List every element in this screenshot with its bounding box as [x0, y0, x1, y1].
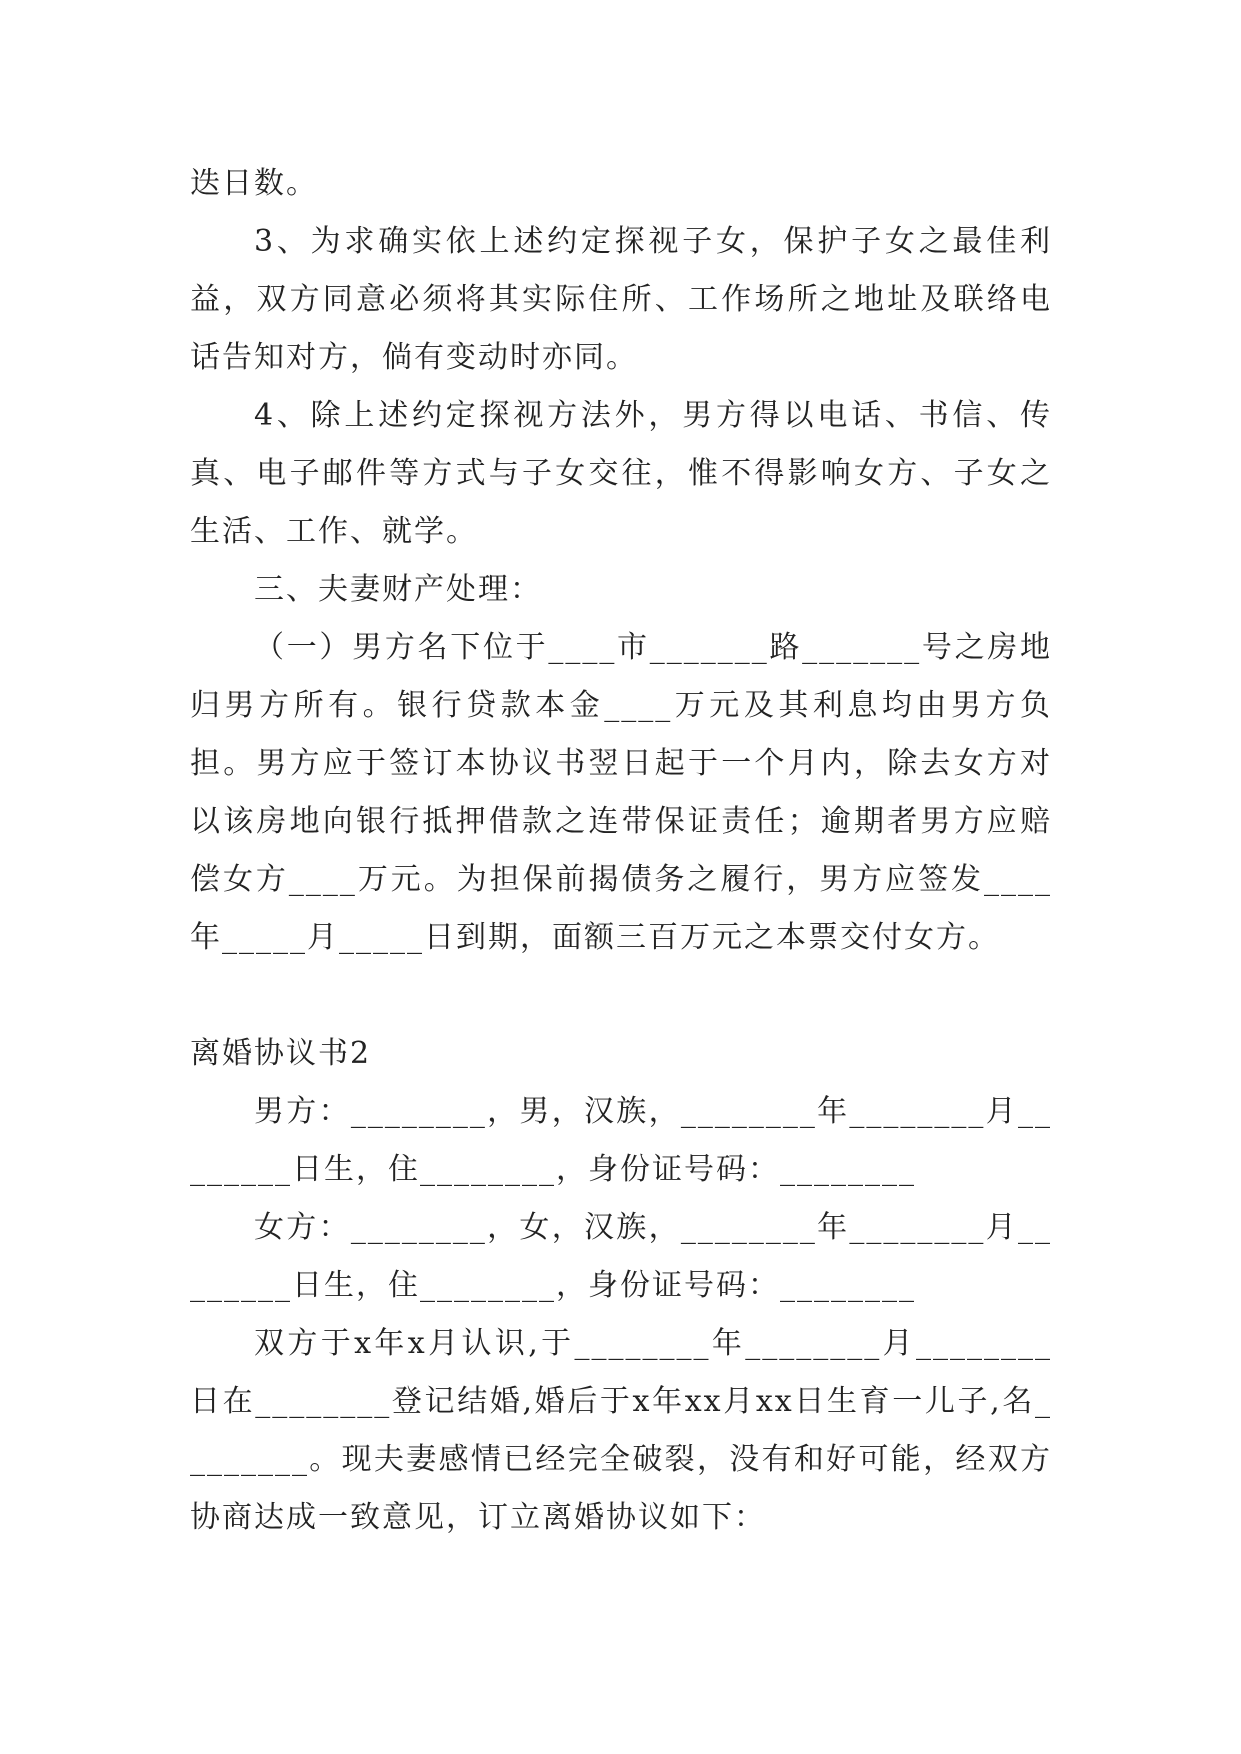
document-body: [190, 155, 1052, 1547]
paragraph-section-3-heading: 三、夫妻财产处理：: [254, 572, 542, 607]
paragraph-continuation: 迭日数。: [190, 166, 318, 201]
paragraph-female-party: 女方：________，女，汉族，________年________月________日生，住________，身份证号码：________: [190, 1210, 1052, 1303]
paragraph-marriage-background: 双方于x年x月认识,于________年________月________日在________登记结婚,婚后于x年xx月xx日生育一儿子,名________。现夫妻感情已经完全破裂，没有和好可能，经双方协商达成一致意见，订立离婚协议如下：: [190, 1326, 1052, 1535]
paragraph-item-3: 3、为求确实依上述约定探视子女，保护子女之最佳利益，双方同意必须将其实际住所、工作场所之地址及联络电话告知对方，倘有变动时亦同。: [190, 224, 1052, 375]
paragraph-male-party: 男方：________，男，汉族，________年________月________日生，住________，身份证号码：________: [190, 1094, 1052, 1187]
paragraph-item-4: 4、除上述约定探视方法外，男方得以电话、书信、传真、电子邮件等方式与子女交往，惟不得影响女方、子女之生活、工作、就学。: [190, 398, 1052, 549]
section-title: 离婚协议书2: [190, 1036, 372, 1071]
paragraph-property-1: （一）男方名下位于____市_______路_______号之房地归男方所有。银行贷款本金____万元及其利息均由男方负担。男方应于签订本协议书翌日起于一个月内，除去女方对以该房地向银行抵押借款之连带保证责任；逾期者男方应赔偿女方____万元。为担保前揭债务之履行，男方应签发____年_____月_____日到期，面额三百万元之本票交付女方。: [190, 630, 1052, 955]
blank-line: [190, 967, 1052, 1025]
